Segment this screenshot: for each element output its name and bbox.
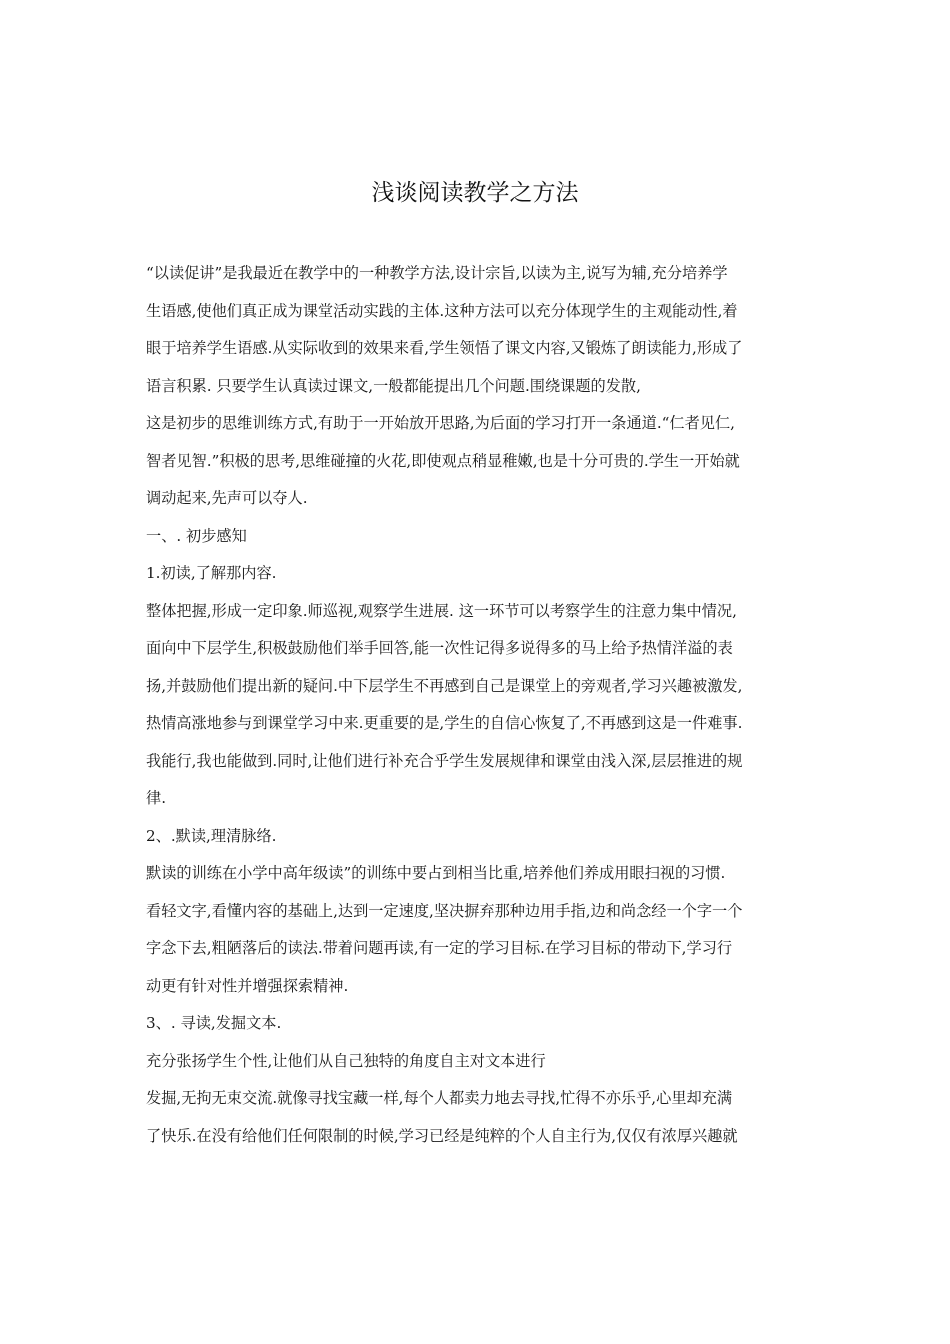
text-line: 看轻文字,看懂内容的基础上,达到一定速度,坚决摒弃那种边用手指,边和尚念经一个字一个 [146,901,743,920]
text-line: 1.初读,了解那内容. [146,564,277,582]
text-line: 默读的训练在小学中高年级读”的训练中要占到相当比重,培养他们养成用眼扫视的习惯. [146,864,726,882]
text-line: “以读促讲”是我最近在教学中的一种教学方法,设计宗旨,以读为主,说写为辅,充分培养学 [146,264,728,282]
text-line: 动更有针对性并增强探索精神. [146,976,349,995]
text-line: 我能行,我也能做到.同时,让他们进行补充合乎学生发展规律和课堂由浅入深,层层推进的规 [146,751,743,770]
document-body [146,255,810,1155]
document-title: 浅谈阅读教学之方法 [371,180,579,206]
text-line: 字念下去,粗陋落后的读法.带着问题再读,有一定的学习目标.在学习目标的带动下,学习行 [146,939,733,957]
text-line: 面向中下层学生,积极鼓励他们举手回答,能一次性记得多说得多的马上给予热情洋溢的表 [146,639,733,657]
text-line: 生语感,使他们真正成为课堂活动实践的主体.这种方法可以充分体现学生的主观能动性,着 [146,301,738,320]
text-line: 整体把握,形成一定印象.师巡视,观察学生进展. 这一环节可以考察学生的注意力集中情况, [146,601,737,620]
text-line: 这是初步的思维训练方式,有助于一开始放开思路,为后面的学习打开一条通道.“仁者见仁, [146,414,736,432]
text-line: 充分张扬学生个性,让他们从自己独特的角度自主对文本进行 [146,1051,546,1070]
text-line: 3、. 寻读,发掘文本. [146,1014,282,1032]
text-line: 智者见智.”积极的思考,思维碰撞的火花,即使观点稍显稚嫩,也是十分可贵的.学生一开始就 [146,451,740,470]
text-line: 语言积累. 只要学生认真读过课文,一般都能提出几个问题.围绕课题的发散, [146,376,641,395]
text-line: 2、.默读,理清脉络. [146,826,277,845]
text-line: 了快乐.在没有给他们任何限制的时候,学习已经是纯粹的个人自主行为,仅仅有浓厚兴趣就 [146,1126,738,1145]
text-line: 热情高涨地参与到课堂学习中来.更重要的是,学生的自信心恢复了,不再感到这是一件难事. [146,714,743,732]
text-line: 眼于培养学生语感.从实际收到的效果来看,学生领悟了课文内容,又锻炼了朗读能力,形成了 [146,339,743,357]
text-line: 律. [146,789,167,807]
text-line: 发掘,无拘无束交流.就像寻找宝藏一样,每个人都卖力地去寻找,忙得不亦乐乎,心里却充满 [146,1089,733,1107]
text-line: 扬,并鼓励他们提出新的疑问.中下层学生不再感到自己是课堂上的旁观者,学习兴趣被激发, [146,676,743,695]
text-line: 调动起来,先声可以夺人. [146,489,308,507]
text-line: 一、. 初步感知 [146,526,247,545]
